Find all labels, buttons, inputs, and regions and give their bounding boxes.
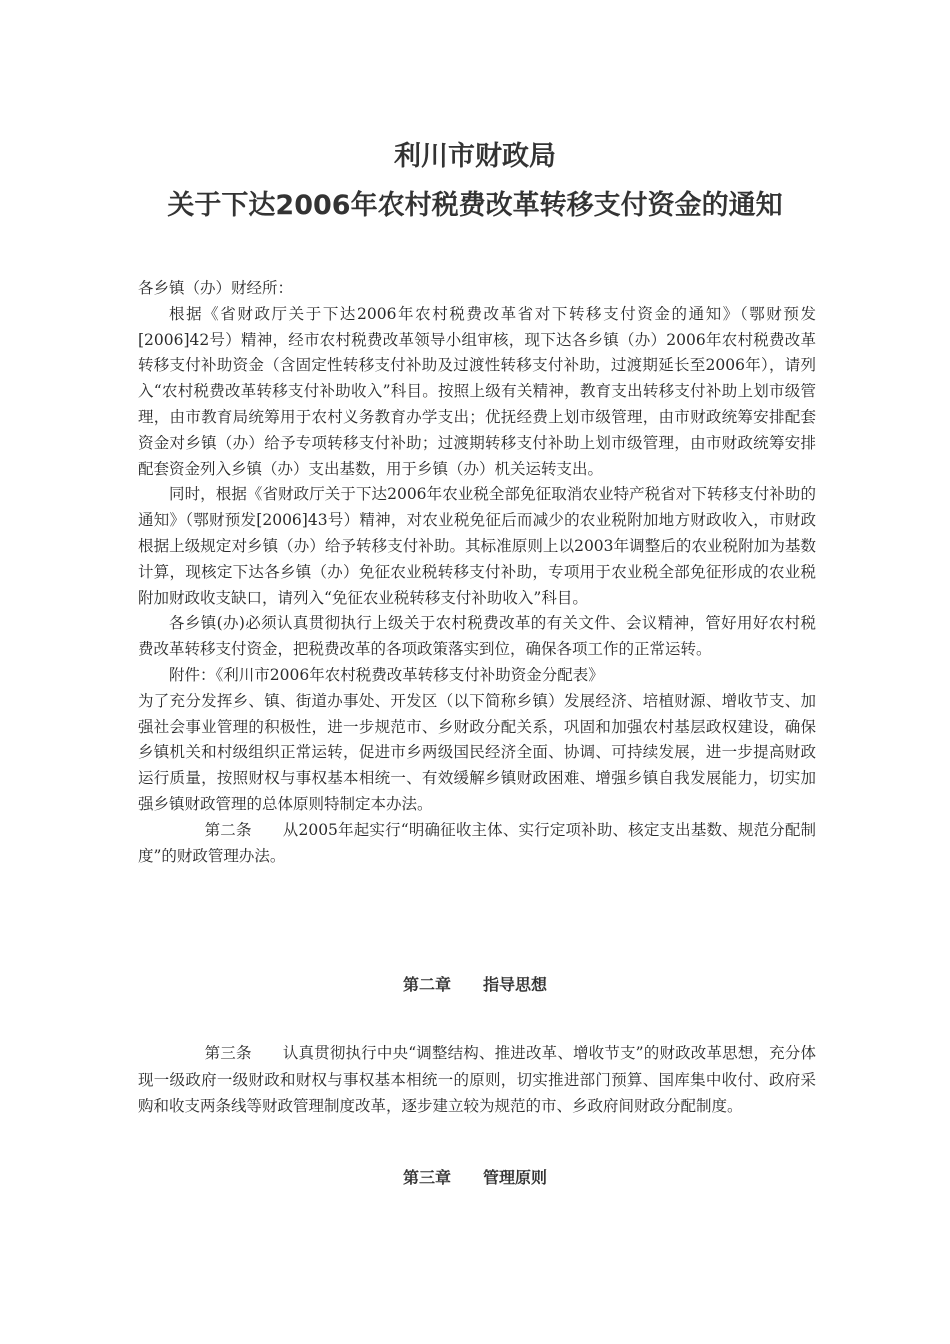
article-3-text: 认真贯彻执行中央“调整结构、推进改革、增收节支”的财政改革思想，充分体现一级政府一级财政和财权与事权基本相统一的原则，切实推进部门预算、国库集中收付、政府采购和收支两条线等财政管理制度改革，逐步建立较为规范的市、乡政府间财政分配制度。 — [138, 1044, 816, 1115]
chapter-3-heading: 第三章 管理原则 — [402, 1168, 547, 1187]
article-3-label: 第三条 — [204, 1044, 252, 1062]
paragraph-purpose: 为了充分发挥乡、镇、街道办事处、开发区（以下简称乡镇）发展经济、培植财源、增收节支、加强社会事业管理的积极性，进一步规范市、乡财政分配关系，巩固和加强农村基层政权建设，确保乡镇机关和村级组织正常运转，促进市乡两级国民经济全面、协调、可持续发展，进一步提高财政运行质量，按照财权与事权基本相统一、有效缓解乡镇财政困难、增强乡镇自我发展能力，切实加强乡镇财政管理的总体原则特制定本办法。 — [138, 691, 816, 813]
paragraph-implementation: 各乡镇(办)必须认真贯彻执行上级关于农村税费改革的有关文件、会议精神，管好用好农村税费改革转移支付资金，把税费改革的各项政策落实到位，确保各项工作的正常运转。 — [138, 614, 816, 659]
article-2-label: 第二条 — [204, 820, 252, 839]
salutation: 各乡镇（办）财经所： — [138, 279, 294, 297]
document-body — [138, 276, 816, 869]
document-title-issuer: 利川市财政局 — [394, 141, 556, 172]
chapter-2-heading: 第二章 指导思想 — [402, 975, 547, 994]
paragraph-agricultural-tax: 同时，根据《省财政厅关于下达2006年农业税全部免征取消农业特产税省对下转移支付补助的通知》（鄂财预发[2006]43号）精神，对农业税免征后而减少的农业税附加地方财政收入，市财政根据上级规定对乡镇（办）给予转移支付补助。其标准原则上以2003年调整后的农业税附加为基数计算，现核定下达各乡镇（办）免征农业税转移支付补助，专项用于农业税全部免征形成的农业税附加财政收支缺口，请列入“免征农业税转移支付补助收入”科目。 — [138, 485, 816, 607]
article-3 — [138, 1040, 816, 1120]
article-2 — [138, 818, 816, 870]
document-body-article-3 — [138, 1040, 816, 1120]
attachment-note: 附件：《利川市2006年农村税费改革转移支付补助资金分配表》 — [169, 665, 604, 684]
paragraph-transfer-funds: 根据《省财政厅关于下达2006年农村税费改革省对下转移支付资金的通知》（鄂财预发[2006]42号）精神，经市农村税费改革领导小组审核，现下达各乡镇（办）2006年农村税费改革转移支付补助资金（含固定性转移支付补助及过渡性转移支付补助，过渡期延长至2006年），请列入“农村税费改革转移支付补助收入”科目。按照上级有关精神，教育支出转移支付补助上划市级管理，由市教育局统筹用于农村义务教育办学支出；优抚经费上划市级管理，由市财政统筹安排配套资金对乡镇（办）给予专项转移支付补助；过渡期转移支付补助上划市级管理，由市财政统筹安排配套资金列入乡镇（办）支出基数，用于乡镇（办）机关运转支出。 — [138, 304, 816, 478]
document-title-subject: 关于下达2006年农村税费改革转移支付资金的通知 — [167, 190, 783, 221]
article-2-text: 从2005年起实行“明确征收主体、实行定项补助、核定支出基数、规范分配制度”的财政管理办法。 — [138, 820, 816, 865]
